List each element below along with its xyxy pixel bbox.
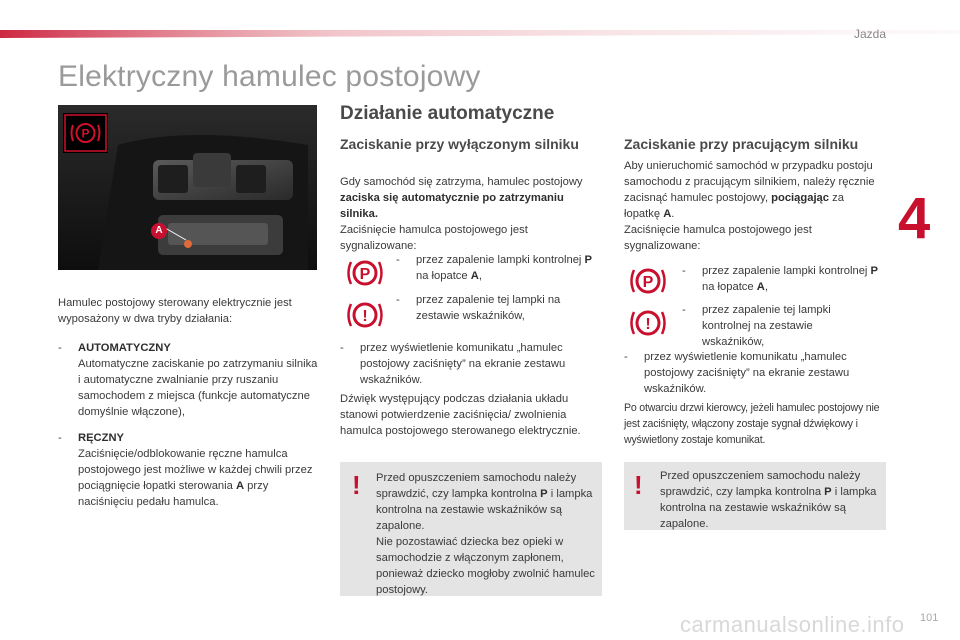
- right-heading: Zaciskanie przy pracującym silniku: [624, 136, 859, 152]
- mid-item-1: - przez zapalenie lampki kontrolnej P na łopatce A,: [396, 254, 592, 282]
- page-title: Elektryczny hamulec postojowy: [58, 60, 481, 93]
- mode-manual: - RĘCZNY Zaciśnięcie/odblokowanie ręczne hamulca postojowego jest możliwe w każdej chwili przez pociągnięcie łopatki sterowania A przy naciśnięciu pedału hamulca.: [58, 432, 313, 508]
- mode-automatic-body: Automatyczne zaciskanie po zatrzymaniu silnika i automatyczne zwalnianie przy ruszaniu samochodem z miejsca (funkcje automatyczne domyślnie włączone),: [78, 358, 318, 418]
- mid-paragraph-1: Gdy samochód się zatrzyma, hamulec postojowy zaciska się automatycznie po zatrzymaniu silnika. Zaciśnięcie hamulca postojowego jest sygnalizowane:: [340, 176, 583, 252]
- svg-text:!: !: [362, 308, 368, 325]
- watermark: carmanualsonline.info: [680, 612, 905, 637]
- callout-a: A: [151, 223, 167, 239]
- mode-automatic-title: AUTOMATYCZNY: [78, 342, 171, 354]
- console-photo: [58, 105, 317, 270]
- mid-warning-box: ! Przed opuszczeniem samochodu należy sprawdzić, czy lampka kontrolna P i lampka kontrolna na zestawie wskaźników są zapalone. Nie pozostawiać dziecka bez opieki w samochodzie z włączonym zapłonem, ponieważ dziecko mogłoby zwolnić hamulec postojowy.: [340, 462, 602, 596]
- svg-text:P: P: [642, 274, 654, 291]
- warning-icon: !: [352, 470, 361, 500]
- right-paragraph-2: Po otwarciu drzwi kierowcy, jeżeli hamulec postojowy nie jest zaciśnięty, włączony zostaje sygnał dźwiękowy i wyświetlony zostaje komunikat.: [624, 402, 880, 446]
- exclamation-warning-icon: [345, 298, 385, 332]
- svg-text:P: P: [81, 126, 90, 141]
- p-warning-lamp-icon-right: [628, 264, 668, 298]
- right-warning-box: ! Przed opuszczeniem samochodu należy sprawdzić, czy lampka kontrolna P i lampka kontrolna na zestawie wskaźników są zapalone.: [624, 462, 886, 530]
- top-accent-bar: [0, 0, 960, 40]
- mid-item-2: - przez zapalenie tej lampki na zestawie wskaźników,: [396, 294, 561, 322]
- section-heading: Działanie automatyczne: [340, 103, 555, 124]
- mode-manual-title: RĘCZNY: [78, 432, 124, 444]
- mid-item-3: - przez wyświetlenie komunikatu „hamulec postojowy zaciśnięty” na ekranie zestawu wskaźników.: [340, 342, 566, 386]
- chapter-number: 4: [898, 186, 931, 251]
- intro-text: Hamulec postojowy sterowany elektrycznie jest wyposażony w dwa tryby działania:: [58, 297, 292, 325]
- mode-automatic: - AUTOMATYCZNY Automatyczne zaciskanie po zatrzymaniu silnika i automatyczne zwalnianie przy ruszaniu samochodem z miejsca (funkcje automatyczne domyślnie włączone),: [58, 342, 318, 418]
- exclamation-warning-icon-right: [628, 306, 668, 340]
- warning-icon-right: !: [634, 470, 643, 500]
- right-item-3: - przez wyświetlenie komunikatu „hamulec postojowy zaciśnięty” na ekranie zestawu wskaźników.: [624, 351, 850, 395]
- page-number: 101: [920, 612, 939, 624]
- mid-heading: Zaciskanie przy wyłączonym silniku: [340, 136, 579, 152]
- p-warning-lamp-icon: [345, 256, 385, 290]
- right-item-2: - przez zapalenie tej lampki kontrolnej na zestawie wskaźników,: [682, 304, 831, 348]
- section-label: Jazda: [853, 27, 886, 41]
- right-item-1: - przez zapalenie lampki kontrolnej P na łopatce A,: [682, 265, 878, 293]
- svg-text:!: !: [645, 316, 651, 333]
- mid-paragraph-2: Dźwięk występujący podczas działania układu stanowi potwierdzenie zaciśnięcia/ zwolnienia hamulca postojowego sterowanego elektrycznie.: [340, 393, 581, 437]
- right-paragraph-1: Aby unieruchomić samochód w przypadku postoju samochodu z pracującym silnikiem, należy ręcznie zacisnąć hamulec postojowy, pociągając za łopatkę A. Zaciśnięcie hamulca postojowego jest sygnalizowane:: [624, 160, 875, 252]
- svg-text:P: P: [359, 266, 371, 283]
